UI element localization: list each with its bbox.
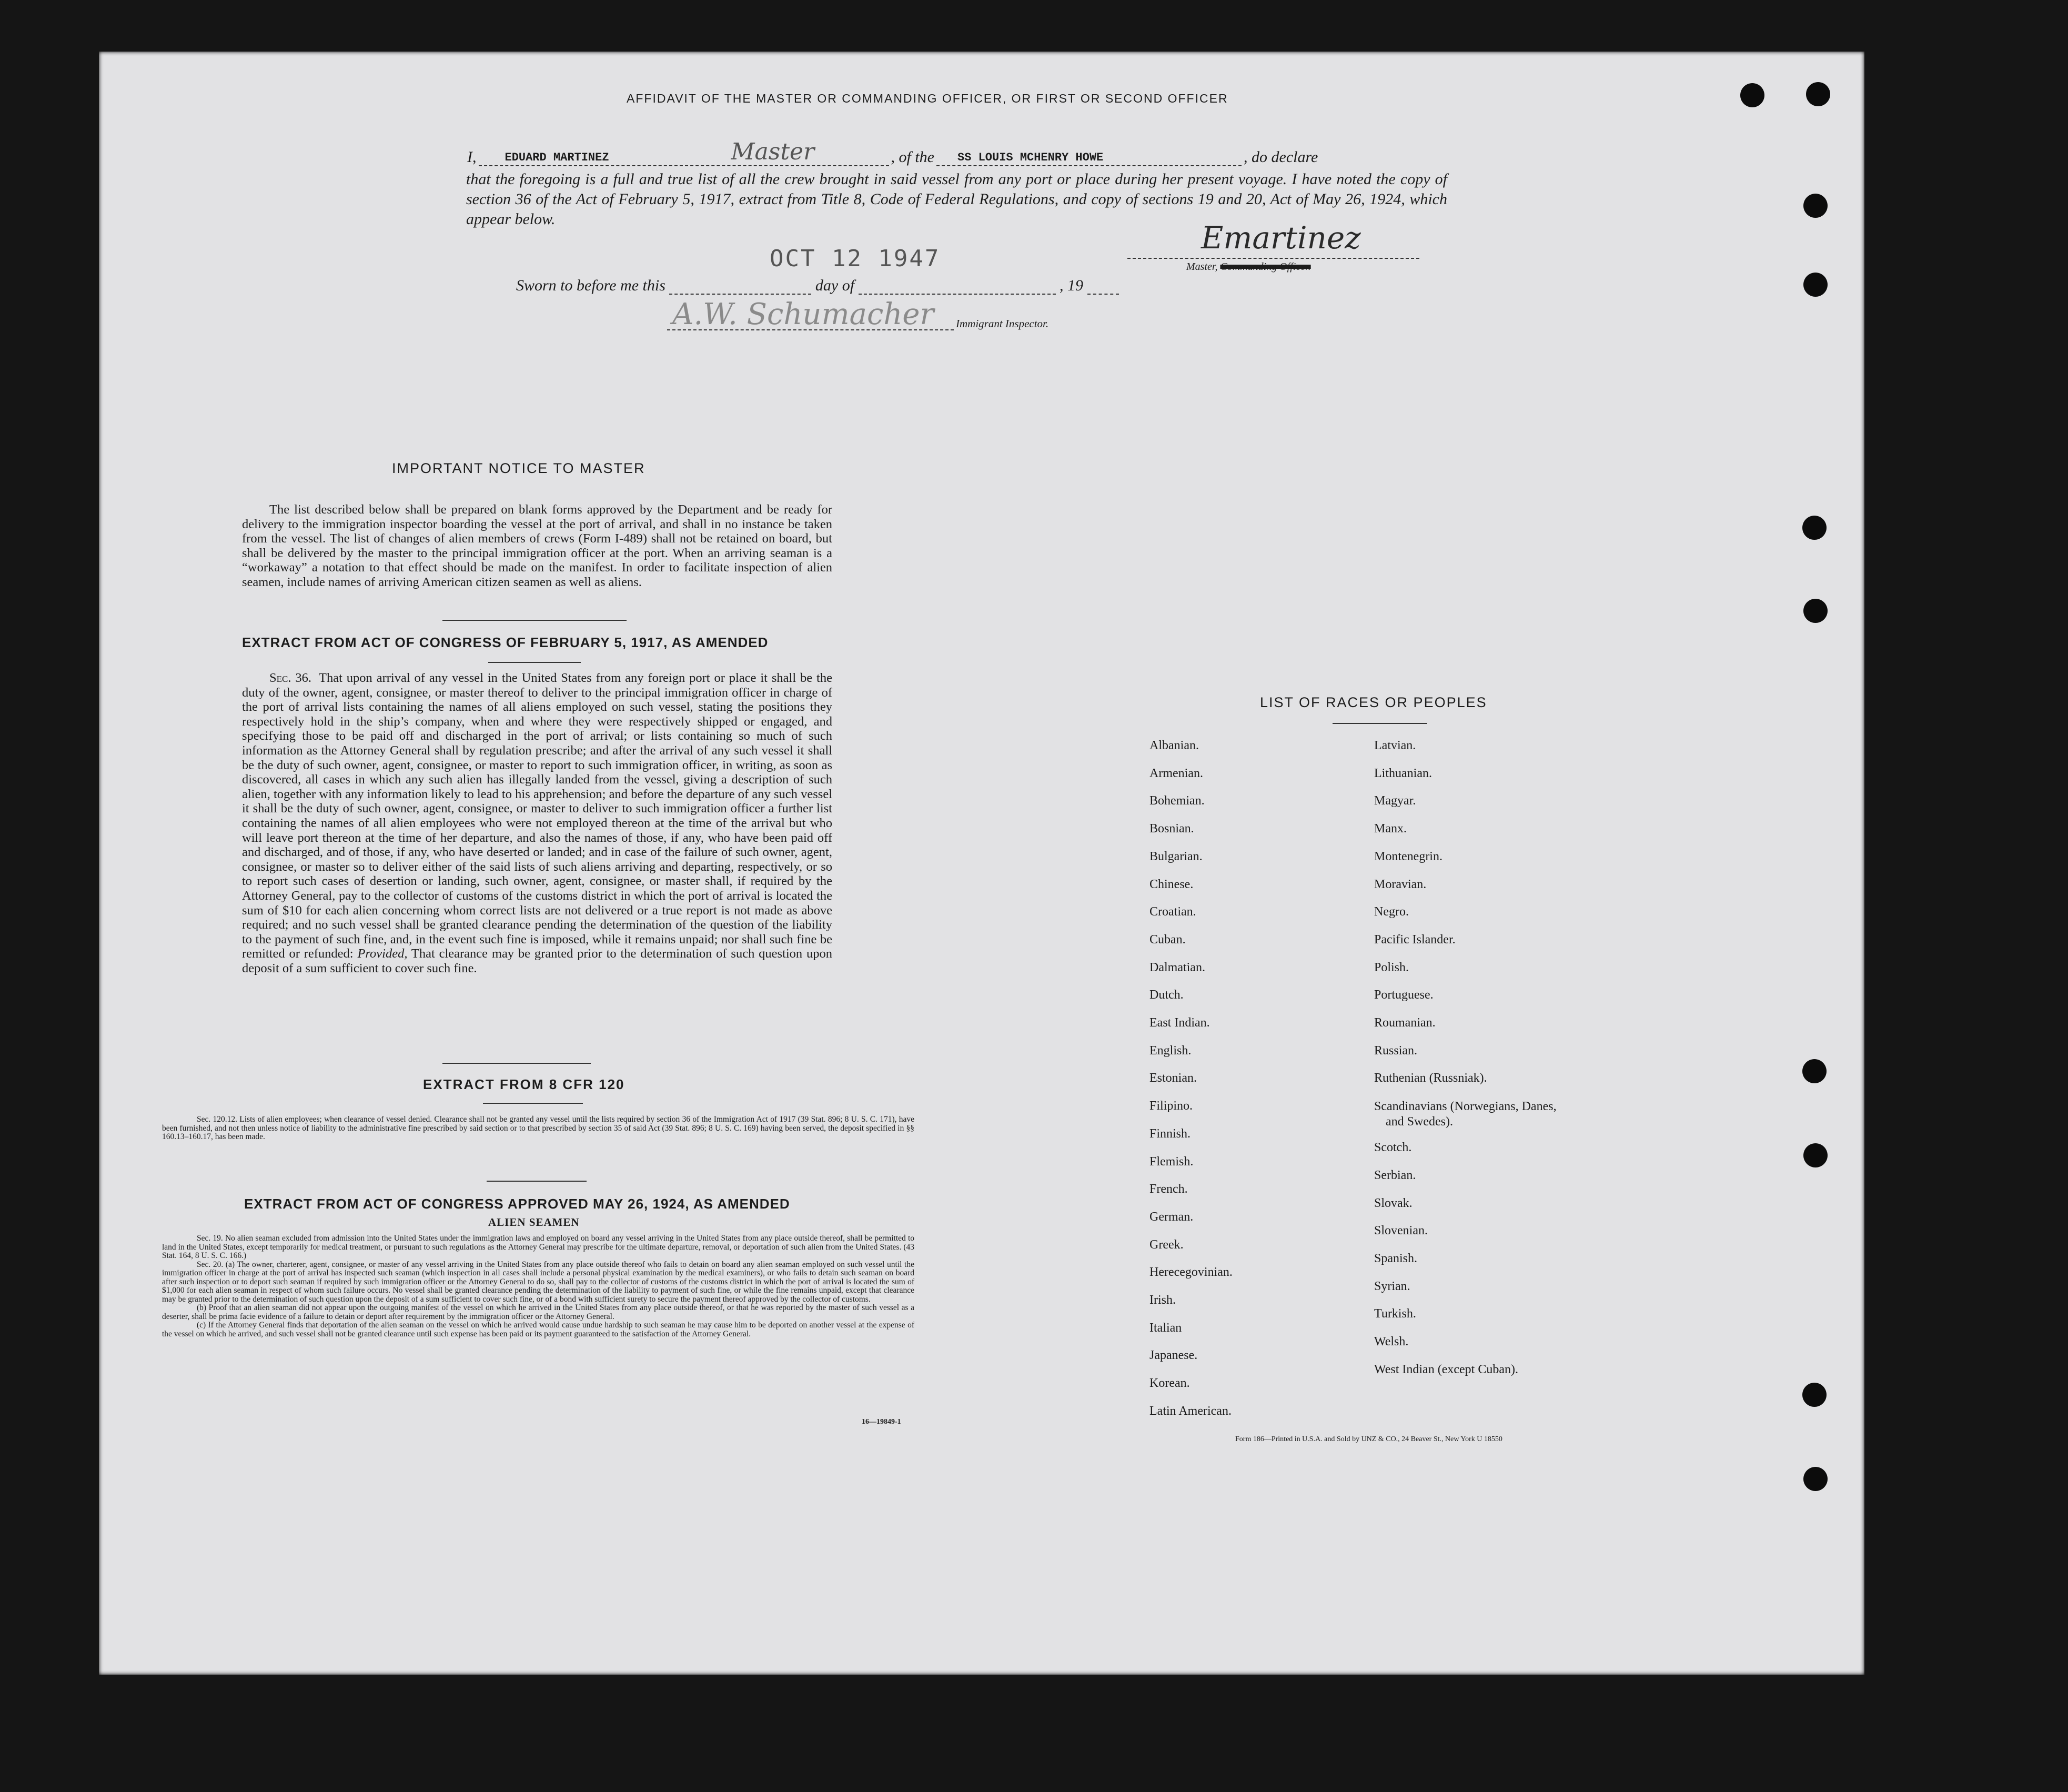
inspector-label: Immigrant Inspector. xyxy=(956,317,1049,330)
race-item: English. xyxy=(1149,1043,1192,1058)
inspector-signature-field xyxy=(667,297,954,331)
race-item: Korean. xyxy=(1149,1376,1190,1391)
race-item: German. xyxy=(1149,1210,1194,1224)
race-item: Slovenian. xyxy=(1374,1224,1428,1238)
section-20c-text: (c) If the Attorney General finds that deportation of the alien seaman on the vessel on which he arrived would cause undue hardship to such seaman he may cause him to be deported on another vessel at the expense of the vessel on which he arrived, and such vessel shall not be granted clearance until such expense has been paid or its payment guaranteed to the satisfaction of the Attorney General. xyxy=(162,1321,914,1338)
section-20a-text: Sec. 20. (a) The owner, charterer, agent, consignee, or master of any vessel arriving in the United States from any place outside thereof who fails to detain on board any alien seaman employed on such vessel until the immigration officer in charge at the port of arrival has inspected such seaman (which inspection in all cases shall include a personal physical examination by the medical examiners), or who fails to detain such seaman on board after such inspection or to deport such seaman if required by such immigration officer or the Attorney General to do so, shall pay to the collector of customs of the customs district in which the port of arrival is located the sum of $1,000 for each alien seaman in respect of whom such failure occurs. No vessel shall be granted clearance pending the determination of the liability to payment of such fine, or while the fine remains unpaid, except that clearance may be granted prior to the determination of such question upon the deposit of a sum sufficient to cover such fine, or of a bond with sufficient surety to secure the payment thereof approved by the collector of customs. xyxy=(162,1260,914,1304)
vessel-field xyxy=(936,146,1242,166)
punch-hole xyxy=(1802,1059,1827,1083)
race-item: East Indian. xyxy=(1149,1016,1210,1030)
inspector-line xyxy=(667,297,1049,331)
affidavit-title: AFFIDAVIT OF THE MASTER OR COMMANDING OFFICER, OR FIRST OR SECOND OFFICER xyxy=(627,92,1228,105)
race-item: Croatian. xyxy=(1149,905,1196,919)
race-item: Lithuanian. xyxy=(1374,766,1432,780)
sworn-text: Sworn to before me this xyxy=(516,277,665,294)
race-item: Roumanian. xyxy=(1374,1016,1436,1030)
race-item: Montenegrin. xyxy=(1374,849,1442,863)
document-page xyxy=(99,52,1864,1675)
punch-hole xyxy=(1740,83,1764,107)
race-item: Turkish. xyxy=(1374,1307,1416,1321)
master-label-row xyxy=(1186,261,1311,273)
race-item: Herecegovinian. xyxy=(1149,1265,1233,1280)
declaration-i: I, xyxy=(467,148,477,166)
race-item: Filipino. xyxy=(1149,1099,1193,1113)
extract-1917-rule xyxy=(488,662,581,663)
cfr-rule xyxy=(483,1103,583,1104)
extract-1924-body xyxy=(162,1234,914,1338)
inspector-signature: A.W. Schumacher xyxy=(672,297,934,331)
master-signature-line xyxy=(1127,258,1419,259)
race-item: Cuban. xyxy=(1149,932,1186,947)
master-label: Master, xyxy=(1186,261,1218,273)
race-item: Russian. xyxy=(1374,1043,1418,1058)
proviso-text: That clearance may be granted prior to the determination of such question upon deposit of a sum sufficient to cover such fine. xyxy=(242,947,833,975)
race-item: Flemish. xyxy=(1149,1154,1194,1169)
race-item: French. xyxy=(1149,1182,1188,1196)
race-item: Pacific Islander. xyxy=(1374,932,1456,947)
race-item: Latin American. xyxy=(1149,1404,1232,1418)
master-name: EDUARD MARTINEZ xyxy=(505,151,609,164)
race-item: Irish. xyxy=(1149,1293,1176,1307)
extract-1917-body xyxy=(242,671,832,975)
race-item: Moravian. xyxy=(1374,877,1427,891)
notice-rule xyxy=(442,620,627,621)
do-declare-text: , do declare xyxy=(1244,148,1318,166)
punch-hole xyxy=(1802,516,1827,540)
rank-handwritten: Master xyxy=(731,138,815,165)
form-code: 16—19849-1 xyxy=(862,1418,901,1426)
race-item: Armenian. xyxy=(1149,766,1203,780)
race-item: West Indian (except Cuban). xyxy=(1374,1362,1518,1376)
master-signature: Emartinez xyxy=(1201,220,1361,256)
sworn-line xyxy=(516,277,1119,295)
race-item: Scandinavians (Norwegians, Danes, and Swedes). xyxy=(1374,1100,1557,1129)
race-item: Latvian. xyxy=(1374,739,1416,752)
punch-hole xyxy=(1806,82,1830,106)
master-label-struck: Commanding Officer. xyxy=(1220,261,1311,273)
vessel-name: SS LOUIS MCHENRY HOWE xyxy=(957,151,1104,164)
race-item: Negro. xyxy=(1374,905,1409,919)
race-item: Bosnian. xyxy=(1149,822,1194,836)
race-item: Bulgarian. xyxy=(1149,849,1203,863)
section-36-text: That upon arrival of any vessel in the United States from any foreign port or place it shall be the duty of the owner, agent, consignee, or master thereof to deliver to the principal immigration officer in charge of the port of arrival lists containing the names of all aliens employed on such vessel, stating the positions they respectively hold in the ship’s company, when and where they were respectively shipped or engaged, and specifying those to be paid off and discharged in the port of arrival; or lists containing so much of such information as the Attorney General shall by regulation prescribe; and after the arrival of any such vessel it shall be the duty of such owner, agent, consignee, or master to report to such immigration officer, in writing, as soon as discovered, all cases in which any such alien has illegally landed from the vessel, giving a description of such alien, together with any information likely to lead to his apprehension; and before the departure of any such vessel it shall be the duty of such owner, agent, consignee, or master to deliver to such immigration officer a further list containing the names of all alien employees who were not employed thereon at the time of the arrival but who will leave port thereon at the time of her departure, and also the names of those, if any, who have been paid off and discharged, and of those, if any, who have deserted or landed; and in case of the failure of such owner, agent, consignee, or master so to deliver either of the said lists of such aliens arriving and departing, respectively, or so to report such cases of desertion or landing, such owner, agent, consignee, or master shall, if required by the Attorney General, pay to the collector of customs of the customs district in which the port of arrival is located the sum of $10 for each alien concerning whom correct lists are not delivered or a true report is not made as above required; and no such vessel shall be granted clearance pending the determination of the question of the liability to the payment of such fine, and, in the event such fine is imposed, while it remains unpaid; nor shall such fine be remitted or refunded: xyxy=(242,671,832,961)
declaration-body: that the foregoing is a full and true list of all the crew brought in said vessel from any port or place during her present voyage. I have noted the copy of section 36 of the Act of February 5, 1917, extract from Title 8, Code of Federal Regulations, and copy of sections 19 and 20, Act of May 26, 1924, which appear below. xyxy=(466,170,1447,228)
cfr-title: EXTRACT FROM 8 CFR 120 xyxy=(423,1076,625,1092)
punch-hole xyxy=(1803,194,1828,218)
sworn-month-field xyxy=(859,278,1056,295)
proviso-word: Provided, xyxy=(357,947,408,961)
extract-1917-title: EXTRACT FROM ACT OF CONGRESS OF FEBRUARY 5, 1917, AS AMENDED xyxy=(242,635,769,650)
cfr-body: Sec. 120.12. Lists of alien employees; when clearance of vessel denied. Clearance shall not be granted any vessel until the lists required by section 36 of the Immigration Act of 1917 (39 Stat. 896; 8 U. S. C. 171), have been furnished, and not then unless notice of liability to the administrative fine prescribed by said section or to that prescribed by section 35 of said Act (39 Stat. 896; 8 U. S. C. 169) having been served, the deposit specified in §§ 160.13–160.17, has been made. xyxy=(162,1115,914,1141)
master-signature-block xyxy=(1127,220,1422,278)
race-item: Welsh. xyxy=(1374,1335,1409,1349)
race-item: Dutch. xyxy=(1149,988,1184,1002)
race-item: Polish. xyxy=(1374,960,1409,974)
race-item: Portuguese. xyxy=(1374,988,1434,1002)
race-item: Spanish. xyxy=(1374,1251,1418,1265)
sworn-year-field xyxy=(1087,278,1119,295)
race-item: Magyar. xyxy=(1374,794,1416,808)
punch-hole xyxy=(1803,273,1828,297)
race-item: Japanese. xyxy=(1149,1348,1198,1363)
of-the-text: , of the xyxy=(891,148,934,166)
races-rule xyxy=(1333,723,1427,724)
punch-hole xyxy=(1802,1383,1827,1407)
declaration-line xyxy=(467,138,1546,169)
section-36-label: Sec. 36. xyxy=(269,671,311,685)
race-item: Greek. xyxy=(1149,1237,1184,1252)
punch-hole xyxy=(1803,1467,1828,1491)
section-20b-text: (b) Proof that an alien seaman did not appear upon the outgoing manifest of the vessel on which he arrived in the United States from any place outside thereof, or that he was reported by the master of such vessel as a deserter, shall be prima facie evidence of a failure to detain or deport after requirement by the immigration officer or the Attorney General. xyxy=(162,1303,914,1321)
race-item: Estonian. xyxy=(1149,1071,1197,1085)
sworn-day-field xyxy=(669,278,811,295)
races-title: LIST OF RACES OR PEOPLES xyxy=(1260,694,1487,710)
punch-hole xyxy=(1803,1143,1828,1167)
race-item: Manx. xyxy=(1374,822,1407,836)
race-item: Scotch. xyxy=(1374,1141,1412,1155)
master-name-field xyxy=(479,138,889,166)
printer-imprint: Form 186—Printed in U.S.A. and Sold by UNZ & CO., 24 Beaver St., New York U 18550 xyxy=(1235,1435,1502,1443)
section-19-text: Sec. 19. No alien seaman excluded from admission into the United States under the immigration laws and employed on board any vessel arriving in the United States from any place outside thereof, shall be permitted to land in the United States, except temporarily for medical treatment, or pursuant to such regulations as the Attorney General may prescribe for the ultimate departure, removal, or deportation of such alien from the United States. (43 Stat. 164, 8 U. S. C. 166.) xyxy=(162,1234,914,1260)
extract-1924-title: EXTRACT FROM ACT OF CONGRESS APPROVED MAY 26, 1924, AS AMENDED xyxy=(244,1196,790,1212)
race-item: Dalmatian. xyxy=(1149,960,1205,974)
punch-hole xyxy=(1803,599,1828,623)
extract-1924-subtitle: ALIEN SEAMEN xyxy=(488,1216,580,1229)
race-item: Ruthenian (Russniak). xyxy=(1374,1071,1487,1085)
notice-body: The list described below shall be prepared on blank forms approved by the Department and be ready for delivery to the immigration inspector boarding the vessel at the port of arrival, and shall in no instance be taken from the vessel. The list of changes of alien members of crews (Form I-489) shall not be retained on board, but shall be delivered by the master to the principal immigration officer at the port. When an arriving seaman is a “workaway” a notation to that effect should be made on the manifest. In order to facilitate inspection of alien seamen, include names of arriving American citizen seamen as well as aliens. xyxy=(242,502,832,589)
race-item: Syrian. xyxy=(1374,1279,1410,1293)
date-stamp: OCT 12 1947 xyxy=(770,245,941,272)
cfr-end-rule xyxy=(487,1181,587,1182)
race-item: Italian xyxy=(1149,1321,1182,1335)
race-item: Finnish. xyxy=(1149,1126,1191,1141)
year-text: , 19 xyxy=(1060,277,1084,294)
extract-1917-end-rule xyxy=(442,1063,591,1064)
race-item: Albanian. xyxy=(1149,739,1199,752)
day-of-text: day of xyxy=(815,277,855,294)
race-item: Slovak. xyxy=(1374,1196,1413,1210)
race-item: Chinese. xyxy=(1149,877,1194,891)
notice-title: IMPORTANT NOTICE TO MASTER xyxy=(392,460,645,476)
race-item: Serbian. xyxy=(1374,1168,1416,1182)
race-item: Bohemian. xyxy=(1149,794,1205,808)
